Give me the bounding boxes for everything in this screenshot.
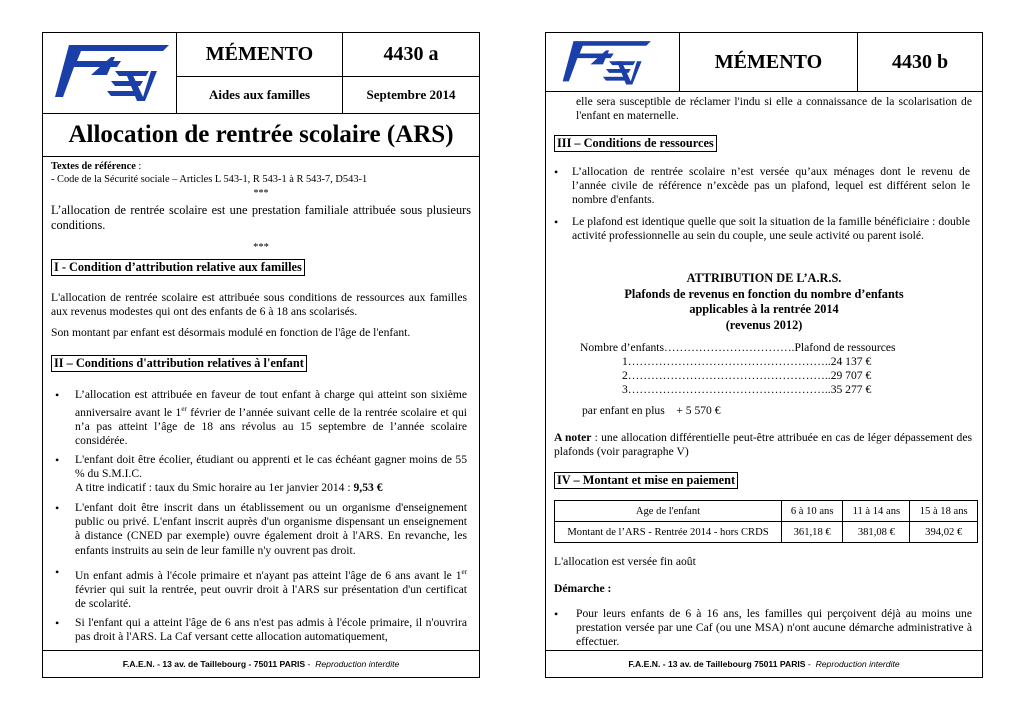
faen-logo-icon	[51, 41, 171, 103]
page-b-header	[546, 33, 982, 92]
attribution-subtitle: applicables à la rentrée 2014	[689, 302, 839, 316]
memento-title: MÉMENTO	[177, 33, 343, 77]
bullet-icon: •	[55, 388, 60, 402]
footer-reproduction: Reproduction interdite	[815, 659, 900, 669]
references-colon: :	[135, 161, 142, 172]
payment-date: L'allocation est versée fin août	[554, 555, 696, 568]
memento-page-a	[42, 32, 480, 678]
bullet-icon: •	[554, 215, 559, 229]
note-label: A noter	[554, 431, 592, 444]
table-header-cell: Age de l'enfant	[555, 501, 782, 522]
list-item-text: L’allocation est attribuée en faveur de tout enfant à charge qui atteint son sixième anniversaire avant le 1	[75, 388, 467, 420]
table-header-cell: 6 à 10 ans	[782, 501, 843, 522]
plafond-header: Nombre d’enfants…………………………….Plafond de ressources	[580, 341, 896, 354]
faen-logo	[43, 33, 177, 113]
page-footer	[43, 650, 479, 677]
footer-address: F.A.E.N. - 13 av. de Taillebourg - 75011 PARIS	[122, 659, 306, 669]
memento-number: 4430 b	[891, 50, 949, 73]
references	[51, 161, 471, 186]
page-a-header	[43, 33, 479, 114]
list-item: Si l'enfant qui a atteint l'âge de 6 ans n'est pas admis à l'école primaire, il n'ouvrira pas droit à l'ARS. La Caf versant cette allocation automatiquement,	[75, 616, 467, 644]
list-item	[75, 388, 467, 449]
section-2-heading: II – Conditions d'attribution relatives à l'enfant	[51, 355, 307, 372]
demarche-heading: Démarche :	[554, 582, 612, 595]
table-cell: 361,18 €	[782, 522, 843, 543]
superscript: er	[181, 405, 187, 414]
table-header-cell: 15 à 18 ans	[910, 501, 978, 522]
superscript: er	[461, 568, 467, 576]
list-item	[75, 453, 467, 496]
page-footer	[546, 650, 982, 677]
list-item: Le plafond est identique quelle que soit la situation de la famille bénéficiaire : double activité professionnelle au sein du couple, une seule activité ou parent isolé.	[572, 215, 970, 243]
faen-logo	[546, 33, 680, 91]
plafond-row: 3……………………………………………..35 277 €	[622, 383, 872, 396]
date-label: Septembre 2014	[366, 87, 456, 102]
list-item: Pour leurs enfants de 6 à 16 ans, les familles qui perçoivent déjà au moins une prestation versée par une Caf (ou une MSA) n'ont aucune démarche administrative à effectuer.	[576, 607, 972, 649]
attribution-title: ATTRIBUTION DE L’A.R.S.	[686, 271, 842, 285]
plafond-row: 1……………………………………………..24 137 €	[622, 355, 872, 368]
separator-stars: ***	[253, 188, 269, 199]
separator-stars-2: ***	[253, 242, 269, 253]
note-paragraph	[554, 431, 972, 459]
table-header-cell: 11 à 14 ans	[843, 501, 910, 522]
table-cell: 381,08 €	[843, 522, 910, 543]
footer-separator: -	[305, 659, 316, 669]
table-cell: 394,02 €	[910, 522, 978, 543]
attribution-subtitle: Plafonds de revenus en fonction du nombre d’enfants	[624, 286, 904, 301]
list-item-text: février de l’année suivant celle de la rentrée scolaire et qui n’a pas atteint l’âge de 18 ans révolus au 15 septembre de l’année scolaire considérée.	[75, 406, 468, 448]
bullet-icon: •	[55, 565, 60, 579]
list-item-text: A titre indicatif : taux du Smic horaire au 1er janvier 2014 :	[75, 481, 354, 495]
footer-reproduction: Reproduction interdite	[315, 659, 400, 669]
bullet-icon: •	[554, 607, 559, 621]
intro-paragraph: L’allocation de rentrée scolaire est une prestation familiale attribuée sous plusieurs conditions.	[51, 203, 471, 232]
bullet-icon: •	[55, 616, 60, 630]
section-1-heading: I - Condition d’attribution relative aux familles	[51, 259, 305, 276]
references-label: Textes de référence	[51, 161, 136, 172]
smic-value: 9,53 €	[353, 481, 383, 495]
section-1-paragraph: L'allocation de rentrée scolaire est attribuée sous conditions de ressources aux familles aux revenus modestes qui ont des enfants de 6 à 18 ans scolarisés.	[51, 291, 467, 319]
footer-address: F.A.E.N. - 13 av. de Taillebourg 75011 PARIS	[628, 659, 806, 669]
note-text: : une allocation différentielle peut-être attribuée en cas de léger dépassement des plafonds (voir paragraphe V)	[554, 431, 972, 459]
document-title: Allocation de rentrée scolaire (ARS)	[43, 113, 479, 157]
faen-logo-icon	[556, 38, 656, 86]
list-item-text: L'enfant doit être écolier, étudiant ou apprenti et le cas échéant gagner moins de 55 % du S.M.I.C.	[75, 453, 467, 481]
bullet-icon: •	[55, 501, 60, 515]
table-cell: Montant de l’ARS - Rentrée 2014 - hors CRDS	[555, 522, 782, 543]
footer-separator: -	[805, 659, 816, 669]
list-item: L’allocation de rentrée scolaire n’est versée qu’aux ménages dont le revenu de l’année civile de référence n’excède pas un plafond, lequel est différent selon le nombre d'enfants.	[572, 165, 970, 207]
list-item: L'enfant doit être inscrit dans un établissement ou un organisme d'enseignement public ou privé. L'enfant inscrit auprès d'un organisme dispensant un enseignement à distance (CNED par exemple) ouvre également droit à l'ARS. En revanche, les enfants instruits au sein de leur famille n'y ouvrent pas droit.	[75, 501, 467, 557]
table-header-row	[555, 501, 978, 522]
category-label: Aides aux familles	[177, 77, 343, 113]
references-text: - Code de la Sécurité sociale – Articles L 543-1, R 543-1 à R 543-7, D543-1	[51, 173, 368, 185]
bullet-icon: •	[55, 453, 60, 467]
memento-page-b	[545, 32, 983, 678]
amount-table	[554, 500, 978, 543]
section-4-heading: IV – Montant et mise en paiement	[554, 472, 738, 489]
plafond-row: 2……………………………………………..29 707 €	[622, 369, 872, 382]
per-child-increment: par enfant en plus + 5 570 €	[582, 404, 721, 417]
attribution-block	[554, 271, 974, 333]
table-row	[555, 522, 978, 543]
attribution-subtitle: (revenus 2012)	[725, 317, 803, 332]
section-1-paragraph-2: Son montant par enfant est désormais modulé en fonction de l'âge de l'enfant.	[51, 326, 411, 339]
bullet-icon: •	[554, 165, 559, 179]
list-item-text: février qui suit la rentrée, peut ouvrir droit à l'ARS sur présentation d'un certificat de scolarité.	[75, 583, 467, 611]
memento-number: 4430 a	[343, 33, 479, 77]
list-item-text: Un enfant admis à l'école primaire et n'ayant pas atteint l'âge de 6 ans avant le 1	[75, 568, 462, 582]
memento-title: MÉMENTO	[680, 33, 858, 91]
list-item	[75, 565, 467, 611]
section-3-heading: III – Conditions de ressources	[554, 135, 717, 152]
continuation-paragraph: elle sera susceptible de réclamer l'indu si elle a connaissance de la scolarisation de l'enfant en maternelle.	[576, 95, 972, 123]
